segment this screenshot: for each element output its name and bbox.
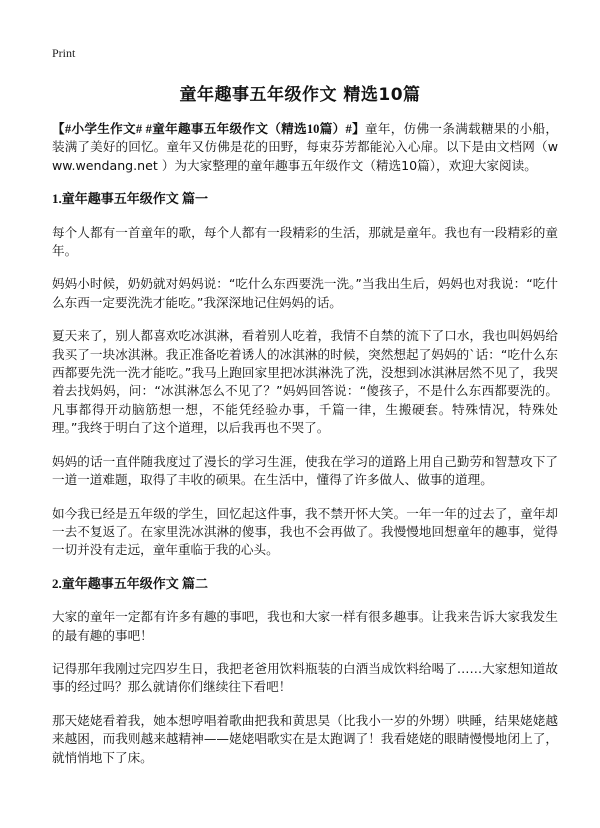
section2-paragraph-2: 记得那年我刚过完四岁生日，我把老爸用饮料瓶装的白酒当成饮料给喝了……大家想知道故事的经过吗？那么就请你们继续往下看吧！: [52, 660, 558, 695]
intro-paragraph: [52, 120, 558, 175]
document-title: 童年趣事五年级作文 精选10篇: [179, 85, 421, 105]
section2-paragraph-1: 大家的童年一定都有许多有趣的事吧，我也和大家一样有很多趣事。让我来告诉大家我发生的最有趣的事吧！: [52, 609, 558, 643]
section1-paragraph-3: 夏天来了，别人都喜欢吃冰淇淋，看着别人吃着，我情不自禁的流下了口水，我也叫妈妈给我买了一块冰淇淋。我正准备吃着诱人的冰淇淋的时候，突然想起了妈妈的`话：“吃什么东西都要先洗一洗才能吃。”我马上跑回家里把冰淇淋洗了洗，没想到冰淇淋居然不见了，我哭着去找妈妈，问：“冰淇淋怎么不见了？”妈妈回答说：“傻孩子，不是什么东西都要洗的。凡事都得开动脑筋想一想，不能凭经验办事，千篇一律，生搬硬套。特殊情况，特殊处理。”我终于明白了这个道理，以后我再也不哭了。: [52, 328, 558, 436]
section-heading-1: 1.童年趣事五年级作文 篇一: [52, 191, 209, 207]
document-body: [52, 120, 558, 782]
section2-paragraph-3: 那天姥姥看着我，她本想哼唱着歌曲把我和黄思昊（比我小一岁的外甥）哄睡，结果姥姥越来越困，而我则越来越精神——姥姥唱歌实在是太跑调了！我看姥姥的眼睛慢慢地闭上了，就悄悄地下了床。: [52, 712, 558, 765]
section1-paragraph-1: 每个人都有一首童年的歌，每个人都有一段精彩的生活，那就是童年。我也有一段精彩的童年。: [52, 224, 558, 259]
section-heading-2: 2.童年趣事五年级作文 篇二: [52, 575, 209, 591]
section1-paragraph-5: 如今我已经是五年级的学生，回忆起这件事，我不禁开怀大笑。一年一年的过去了，童年却一去不复返了。在家里洗冰淇淋的傻事，我也不会再做了。我慢慢地回想童年的趣事，觉得一切并没有走远，童年重临于我的心头。: [52, 505, 558, 558]
intro-text: 童年，仿佛一条满载糖果的小船，装满了美好的回忆。童年又仿佛是花的田野，每束芬芳都能沁入心扉。以下是由文档网（www.wendang.net ）为大家整理的童年趣事五年级作文（精选10篇），欢迎大家阅读。: [52, 121, 558, 173]
intro-tags: 【#小学生作文# #童年趣事五年级作文（精选10篇）#】: [52, 122, 365, 136]
section1-paragraph-4: 妈妈的话一直伴随我度过了漫长的学习生涯，使我在学习的道路上用自己勤劳和智慧攻下了一道一道难题，取得了丰收的硕果。在生活中，懂得了许多做人、做事的道理。: [52, 453, 558, 488]
print-label: Print: [52, 46, 76, 60]
section1-paragraph-2: 妈妈小时候，奶奶就对妈妈说：“吃什么东西要洗一洗。”当我出生后，妈妈也对我说：“吃什么东西一定要洗洗才能吃。”我深深地记住妈妈的话。: [52, 276, 558, 310]
